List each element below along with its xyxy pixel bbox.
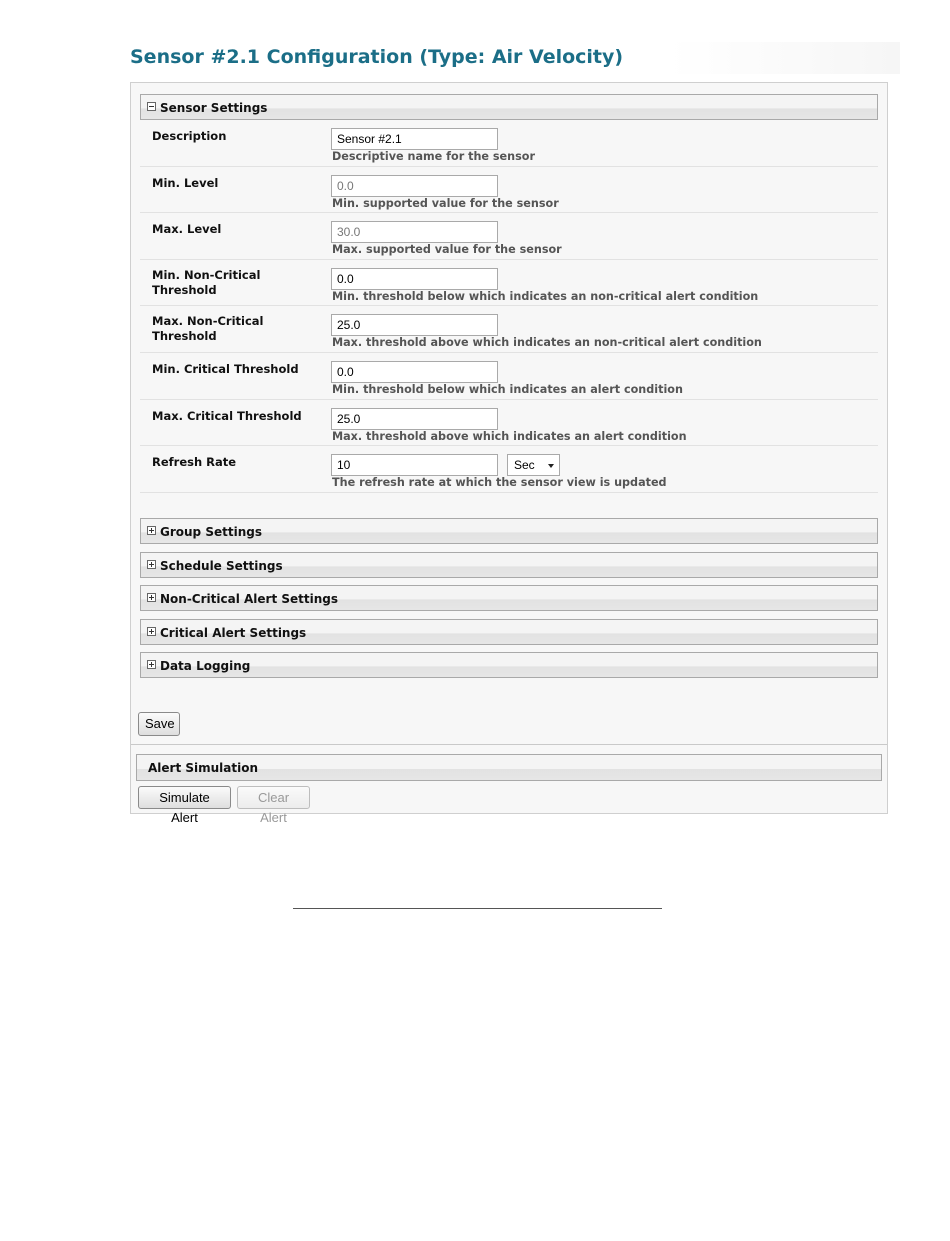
description-input[interactable] xyxy=(331,128,498,150)
footer-rule xyxy=(293,908,662,909)
section-header-non-critical-alert-settings[interactable] xyxy=(140,585,878,611)
settings-row-description xyxy=(140,120,878,167)
settings-row-min-critical-threshold xyxy=(140,353,878,400)
max-level-input xyxy=(331,221,498,243)
field-hint: Max. threshold above which indicates an non-critical alert condition xyxy=(332,336,762,350)
plus-box-icon[interactable] xyxy=(147,627,156,636)
clear-alert-button: Clear Alert xyxy=(237,786,310,809)
section-header-group-settings[interactable] xyxy=(140,518,878,544)
max-critical-threshold-input[interactable] xyxy=(331,408,498,430)
min-non-critical-threshold-input[interactable] xyxy=(331,268,498,290)
field-hint: Min. threshold below which indicates an alert condition xyxy=(332,382,683,396)
page-title: Sensor #2.1 Configuration (Type: Air Velocity) xyxy=(130,42,900,74)
settings-row-min-non-critical-threshold xyxy=(140,260,878,307)
field-label: Max. Non-Critical Threshold xyxy=(152,314,264,344)
field-label: Min. Non-Critical Threshold xyxy=(152,267,261,297)
field-hint: Min. threshold below which indicates an non-critical alert condition xyxy=(332,289,759,303)
field-label: Refresh Rate xyxy=(152,455,237,470)
section-label: Sensor Settings xyxy=(160,101,268,115)
section-label: Critical Alert Settings xyxy=(160,626,307,640)
plus-box-icon[interactable] xyxy=(147,560,156,569)
field-label: Min. Level xyxy=(152,175,219,190)
section-label: Schedule Settings xyxy=(160,559,283,573)
field-label: Min. Critical Threshold xyxy=(152,361,299,376)
field-hint: Descriptive name for the sensor xyxy=(332,150,535,163)
section-header-sensor-settings[interactable] xyxy=(140,94,878,120)
field-label: Description xyxy=(152,129,227,143)
sensor-settings-rows xyxy=(140,120,878,493)
min-critical-threshold-input[interactable] xyxy=(331,361,498,383)
field-label: Max. Level xyxy=(152,222,222,237)
save-button[interactable]: Save xyxy=(138,712,180,736)
settings-row-max-critical-threshold xyxy=(140,400,878,447)
settings-row-min-level xyxy=(140,167,878,214)
field-hint: The refresh rate at which the sensor view is updated xyxy=(332,476,667,490)
settings-row-max-level xyxy=(140,213,878,260)
field-hint: Max. threshold above which indicates an alert condition xyxy=(332,429,687,443)
settings-row-max-non-critical-threshold xyxy=(140,306,878,353)
section-header-alert-simulation: Alert Simulation xyxy=(136,754,882,781)
field-hint: Max. supported value for the sensor xyxy=(332,243,562,257)
section-header-data-logging[interactable] xyxy=(140,652,878,678)
section-label: Data Logging xyxy=(160,659,251,673)
min-level-input xyxy=(331,175,498,197)
section-header-schedule-settings[interactable] xyxy=(140,552,878,578)
section-label: Non-Critical Alert Settings xyxy=(160,592,339,606)
section-label: Group Settings xyxy=(160,525,262,539)
field-hint: Min. supported value for the sensor xyxy=(332,196,559,210)
plus-box-icon[interactable] xyxy=(147,660,156,669)
field-label: Max. Critical Threshold xyxy=(152,408,302,423)
plus-box-icon[interactable] xyxy=(147,526,156,535)
divider xyxy=(131,744,887,745)
settings-row-refresh-rate xyxy=(140,446,878,493)
minus-box-icon[interactable] xyxy=(147,102,156,111)
section-header-critical-alert-settings[interactable] xyxy=(140,619,878,645)
caret-down-icon xyxy=(548,464,554,468)
plus-box-icon[interactable] xyxy=(147,593,156,602)
select-value: Sec xyxy=(514,458,535,473)
config-panel xyxy=(130,82,888,825)
refresh-rate-input[interactable] xyxy=(331,454,498,476)
simulate-alert-button[interactable]: Simulate Alert xyxy=(138,786,231,809)
max-non-critical-threshold-input[interactable] xyxy=(331,314,498,336)
refresh-rate-unit-select[interactable] xyxy=(507,454,560,476)
